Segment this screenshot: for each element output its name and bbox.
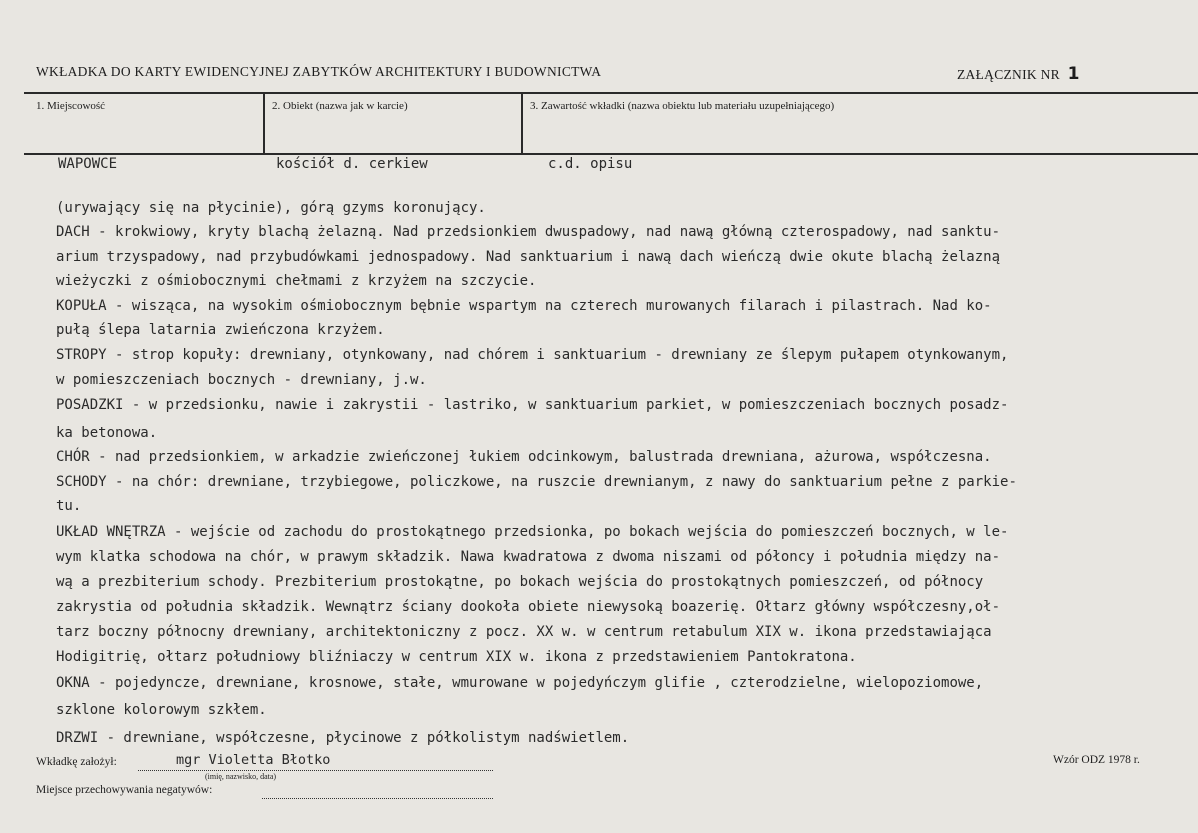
description-line: STROPY - strop kopuły: drewniany, otynkowany, nad chórem i sanktuarium - drewniany ze ślepym pułapem otynkowanym, (56, 347, 1009, 363)
attachment-label: ZAŁĄCZNIK NR (957, 67, 1060, 82)
founder-value: mgr Violetta Błotko (176, 752, 331, 768)
description-line: CHÓR - nad przedsionkiem, w arkadzie zwieńczonej łukiem odcinkowym, balustrada drewniana, ażurowa, współczesna. (56, 449, 992, 465)
description-line: w pomieszczeniach bocznych - drewniany, j.w. (56, 372, 427, 388)
column-divider-1 (263, 92, 265, 154)
document-title: WKŁADKA DO KARTY EWIDENCYJNEJ ZABYTKÓW ARCHITEKTURY I BUDOWNICTWA (36, 64, 602, 79)
description-line: POSADZKI - w przedsionku, nawie i zakrystii - lastriko, w sanktuarium parkiet, w pomieszczeniach bocznych posadz- (56, 397, 1009, 413)
description-line: SCHODY - na chór: drewniane, trzybiegowe, policzkowe, na ruszcie drewnianym, z nawy do sanktuarium pełne z parkie- (56, 474, 1017, 490)
description-line: wieżyczki z ośmiobocznymi chełmami z krzyżem na szczycie. (56, 273, 537, 289)
table-bottom-rule (24, 153, 1198, 155)
description-line: zakrystia od południa składzik. Wewnątrz ściany dookoła obiete niewysoką boazerię. Ołtarz główny współczesny,oł- (56, 599, 1001, 615)
attachment-number: 1 (1067, 64, 1080, 84)
description-line: KOPUŁA - wisząca, na wysokim ośmiobocznym bębnie wspartym na czterech murowanych filarach i pilastrach. Nad ko- (56, 298, 992, 314)
founder-hint: (imię, nazwisko, data) (205, 772, 277, 781)
column-divider-2 (521, 92, 523, 154)
description-line: arium trzyspadowy, nad przybudówkami jednospadowy. Nad sanktuarium i nawą dach wieńczą dwie okute blachą żelazną (56, 249, 1001, 265)
description-line: OKNA - pojedyncze, drewniane, krosnowe, stałe, wmurowane w pojedyńczym glifie , czterodzielne, wielopoziomowe, (56, 675, 984, 691)
founder-label: Wkładkę założył: (36, 756, 117, 768)
description-line: DACH - krokwiowy, kryty blachą żelazną. Nad przedsionkiem dwuspadowy, nad nawą główną czterospadowy, nad sanktu- (56, 224, 1001, 240)
object-value: kościół d. cerkiew (276, 156, 428, 172)
description-line: wą a prezbiterium schody. Prezbiterium prostokątne, po bokach wejścia do prostokątnych pomieszczeń, od północy (56, 574, 984, 590)
description-line: (urywający się na płycinie), górą gzyms koronujący. (56, 200, 486, 216)
contents-value: c.d. opisu (548, 156, 633, 172)
description-line: UKŁAD WNĘTRZA - wejście od zachodu do prostokątnego przedsionka, po bokach wejścia do pomieszczeń bocznych, w le- (56, 524, 1009, 540)
field-contents-label: 3. Zawartość wkładki (nazwa obiektu lub materiału uzupełniającego) (530, 100, 835, 112)
form-model-note: Wzór ODZ 1978 r. (1053, 754, 1140, 766)
description-line: pułą ślepa latarnia zwieńczona krzyżem. (56, 322, 385, 338)
storage-dotted-line (262, 797, 493, 799)
description-line: szklone kolorowym szkłem. (56, 702, 267, 718)
description-line: Hodigitrię, ołtarz południowy bliźniaczy w centrum XIX w. ikona z przedstawieniem Pantokratona. (56, 649, 857, 665)
founder-dotted-line (138, 769, 493, 771)
description-line: tarz boczny północny drewniany, architektoniczny z pocz. XX w. w centrum retabulum XIX w. ikona przedstawiająca (56, 624, 992, 640)
field-locality-label: 1. Miejscowość (36, 100, 106, 112)
attachment-number-label (957, 64, 1080, 84)
table-top-rule (24, 92, 1198, 94)
description-line: DRZWI - drewniane, współczesne, płycinowe z półkolistym nadświetlem. (56, 730, 630, 746)
description-line: tu. (56, 498, 82, 514)
description-line: wym klatka schodowa na chór, w prawym składzik. Nawa kwadratowa z dwoma niszami od półoncy i południa między na- (56, 549, 1001, 565)
description-line: ka betonowa. (56, 425, 158, 441)
field-object-label: 2. Obiekt (nazwa jak w karcie) (272, 100, 408, 112)
locality-value: WAPOWCE (58, 156, 118, 172)
negatives-storage-label: Miejsce przechowywania negatywów: (36, 784, 213, 796)
